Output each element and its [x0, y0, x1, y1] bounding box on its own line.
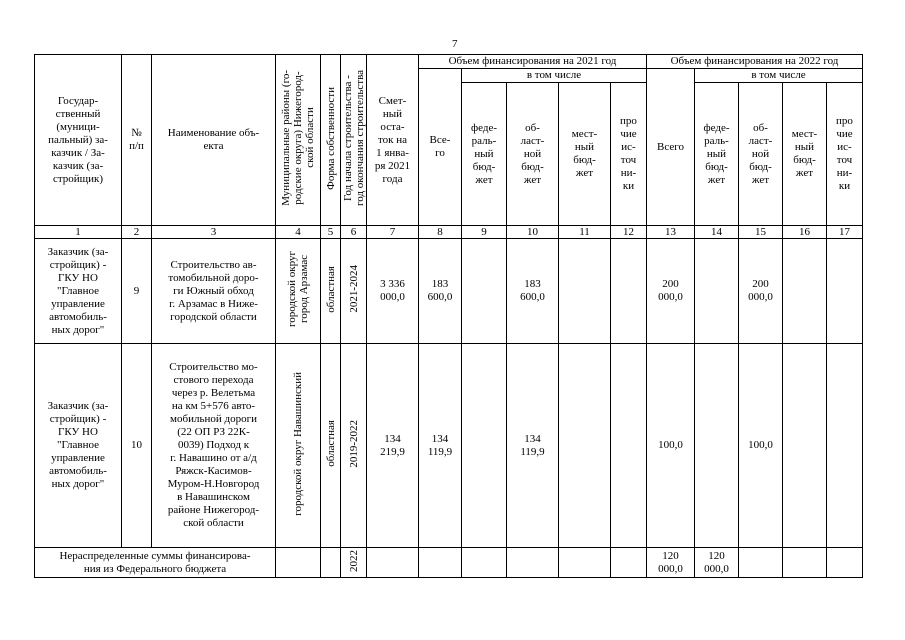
column-number: 5: [321, 226, 341, 239]
customer-cell: Заказчик (за- стройщик) - ГКУ НО "Главное управление автомобиль- ных дорог": [35, 239, 122, 344]
total-2022-cell: 100,0: [647, 344, 695, 548]
regional-2022-cell: 100,0: [739, 344, 783, 548]
column-number: 10: [507, 226, 559, 239]
header-including-2021: в том числе: [462, 69, 647, 83]
undistributed-label: Нераспределенные суммы финансирова- ния из Федерального бюджета: [35, 548, 276, 578]
object-name-cell: Строительство ав- томобильной доро- ги Южный обход г. Арзамас в Ниже- городской области: [152, 239, 276, 344]
ownership-cell: областная: [321, 344, 341, 548]
empty-cell: [559, 548, 611, 578]
regional-2022-cell: 200 000,0: [739, 239, 783, 344]
column-number: 14: [695, 226, 739, 239]
header-construction-years: Год начала строительства - год окончания строительства: [341, 55, 367, 226]
empty-cell: [611, 548, 647, 578]
undistributed-row: [35, 548, 863, 578]
header-federal-2021: феде- раль- ный бюд- жет: [462, 83, 507, 226]
column-number: 16: [783, 226, 827, 239]
header-total-2022: Всего: [647, 69, 695, 226]
column-number: 12: [611, 226, 647, 239]
years-cell: 2021-2024: [341, 239, 367, 344]
header-regional-2022: об- ласт- ной бюд- жет: [739, 83, 783, 226]
column-number: 13: [647, 226, 695, 239]
customer-cell: Заказчик (за- стройщик) - ГКУ НО "Главное управление автомобиль- ных дорог": [35, 344, 122, 548]
number-cell: 10: [122, 344, 152, 548]
column-number: 2: [122, 226, 152, 239]
total-2022-cell: 200 000,0: [647, 239, 695, 344]
undistributed-year: 2022: [341, 548, 367, 578]
local-2021-cell: [559, 344, 611, 548]
header-ownership: Форма собственности: [321, 55, 341, 226]
header-other-2022: про чие ис- точ ни- ки: [827, 83, 863, 226]
header-municipal-districts: Муниципальные районы (го- родские округа) Нижегород- ской области: [276, 55, 321, 226]
district-cell: городской округ город Арзамас: [276, 239, 321, 344]
page-number: 7: [452, 38, 458, 50]
undistributed-federal-2022: 120 000,0: [695, 548, 739, 578]
header-total-2021: Все- го: [419, 69, 462, 226]
years-cell: 2019-2022: [341, 344, 367, 548]
empty-cell: [507, 548, 559, 578]
header-local-2021: мест- ный бюд- жет: [559, 83, 611, 226]
other-2021-cell: [611, 239, 647, 344]
empty-cell: [827, 548, 863, 578]
regional-2021-cell: 134 119,9: [507, 344, 559, 548]
header-object-name: Наименование объ- екта: [152, 55, 276, 226]
estimated-cost-cell: 3 336 000,0: [367, 239, 419, 344]
federal-2021-cell: [462, 344, 507, 548]
header-including-2022: в том числе: [695, 69, 863, 83]
column-number: 3: [152, 226, 276, 239]
table-row: [35, 239, 863, 344]
empty-cell: [739, 548, 783, 578]
number-cell: 9: [122, 239, 152, 344]
empty-cell: [419, 548, 462, 578]
column-number: 11: [559, 226, 611, 239]
header-funding-2022: Объем финансирования на 2022 год: [647, 55, 863, 69]
column-number: 17: [827, 226, 863, 239]
empty-cell: [321, 548, 341, 578]
undistributed-total-2022: 120 000,0: [647, 548, 695, 578]
column-number: 1: [35, 226, 122, 239]
empty-cell: [462, 548, 507, 578]
total-2021-cell: 183 600,0: [419, 239, 462, 344]
column-numbers-row: [35, 226, 863, 239]
header-local-2022: мест- ный бюд- жет: [783, 83, 827, 226]
federal-2022-cell: [695, 239, 739, 344]
ownership-cell: областная: [321, 239, 341, 344]
local-2022-cell: [783, 239, 827, 344]
total-2021-cell: 134 119,9: [419, 344, 462, 548]
header-number: № п/п: [122, 55, 152, 226]
column-number: 8: [419, 226, 462, 239]
district-cell: городской округ Навашинский: [276, 344, 321, 548]
funding-table: [34, 54, 863, 578]
local-2022-cell: [783, 344, 827, 548]
column-number: 15: [739, 226, 783, 239]
column-number: 4: [276, 226, 321, 239]
other-2022-cell: [827, 239, 863, 344]
empty-cell: [367, 548, 419, 578]
header-federal-2022: феде- раль- ный бюд- жет: [695, 83, 739, 226]
federal-2022-cell: [695, 344, 739, 548]
regional-2021-cell: 183 600,0: [507, 239, 559, 344]
other-2021-cell: [611, 344, 647, 548]
header-estimated-cost: Смет- ный оста- ток на 1 янва- ря 2021 года: [367, 55, 419, 226]
local-2021-cell: [559, 239, 611, 344]
header-regional-2021: об- ласт- ной бюд- жет: [507, 83, 559, 226]
header-customer: Государ- ственный (муници- пальный) за- казчик / За- казчик (за- стройщик): [35, 55, 122, 226]
object-name-cell: Строительство мо- стового перехода через р. Велетьма на км 5+576 авто- мобильной дороги (22 ОП РЗ 22К- 0039) Подход к г. Навашино от а/д Ряжск-Касимов- Муром-Н.Новгород в Навашинском районе Нижегород- ской области: [152, 344, 276, 548]
column-number: 9: [462, 226, 507, 239]
column-number: 6: [341, 226, 367, 239]
table-row: [35, 344, 863, 548]
header-other-2021: про чие ис- точ ни- ки: [611, 83, 647, 226]
empty-cell: [783, 548, 827, 578]
federal-2021-cell: [462, 239, 507, 344]
empty-cell: [276, 548, 321, 578]
estimated-cost-cell: 134 219,9: [367, 344, 419, 548]
other-2022-cell: [827, 344, 863, 548]
header-funding-2021: Объем финансирования на 2021 год: [419, 55, 647, 69]
column-number: 7: [367, 226, 419, 239]
